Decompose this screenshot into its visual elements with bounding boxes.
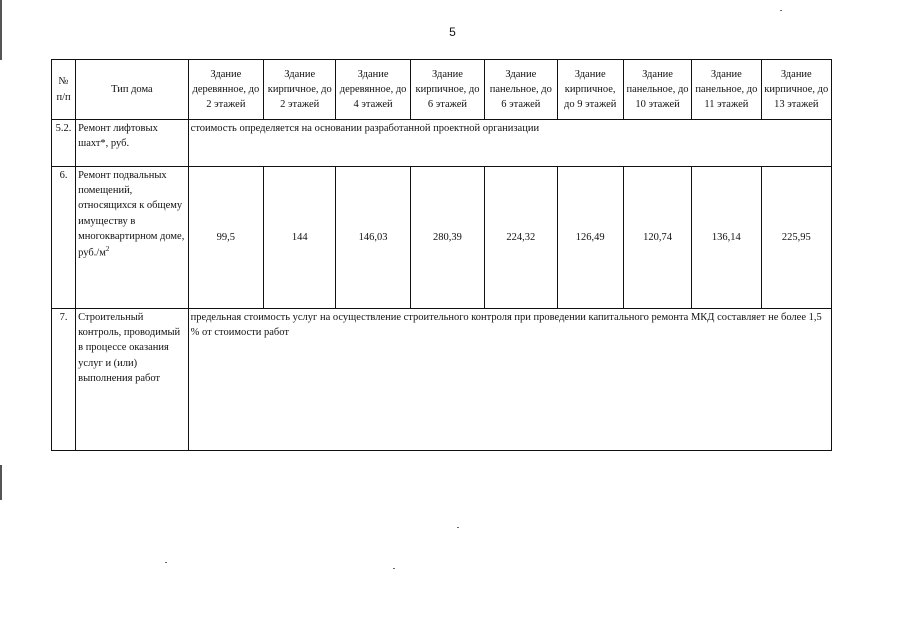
table-row <box>52 120 832 167</box>
header-cell: Здание панельное, до 11 этажей <box>692 60 761 120</box>
price-value: 99,5 <box>188 167 263 309</box>
scan-edge-mark <box>0 465 2 500</box>
row-note: предельная стоимость услуг на осуществление строительного контроля при проведении капитального ремонта МКД составляет не более 1,5 % от стоимости работ <box>188 309 831 451</box>
row-type <box>76 167 189 309</box>
header-cell: Здание панельное, до 10 этажей <box>623 60 691 120</box>
price-value: 144 <box>264 167 336 309</box>
header-cell: Здание деревянное, до 4 этажей <box>336 60 410 120</box>
row-type: Строительный контроль, проводимый в процессе оказания услуг и (или) выполнения работ <box>76 309 189 451</box>
row-type-text: Ремонт подвальных помещений, относящихся к общему имуществу в многоквартирном доме, руб./м <box>78 170 185 259</box>
row-note: стоимость определяется на основании разработанной проектной организации <box>188 120 831 167</box>
table-header-row <box>52 60 832 120</box>
price-value: 146,03 <box>336 167 410 309</box>
header-cell: № п/п <box>52 60 76 120</box>
header-cell: Здание панельное, до 6 этажей <box>485 60 557 120</box>
unit-superscript: 2 <box>105 245 110 254</box>
page-number: 5 <box>449 25 456 39</box>
price-value: 224,32 <box>485 167 557 309</box>
scan-speck <box>393 568 395 569</box>
price-table <box>51 59 832 451</box>
price-value: 120,74 <box>623 167 691 309</box>
header-cell: Здание кирпичное, до 6 этажей <box>410 60 484 120</box>
scan-speck <box>457 527 459 528</box>
price-value: 126,49 <box>557 167 623 309</box>
scan-speck <box>165 562 167 563</box>
header-cell: Здание деревянное, до 2 этажей <box>188 60 263 120</box>
price-value: 225,95 <box>761 167 831 309</box>
table-row <box>52 309 832 451</box>
row-number: 5.2. <box>52 120 76 167</box>
price-value: 136,14 <box>692 167 761 309</box>
header-cell: Здание кирпичное, до 2 этажей <box>264 60 336 120</box>
header-cell: Здание кирпичное, до 9 этажей <box>557 60 623 120</box>
price-value: 280,39 <box>410 167 484 309</box>
header-cell: Тип дома <box>76 60 189 120</box>
row-type: Ремонт лифтовых шахт*, руб. <box>76 120 189 167</box>
row-number: 6. <box>52 167 76 309</box>
table-row <box>52 167 832 309</box>
header-cell: Здание кирпичное, до 13 этажей <box>761 60 831 120</box>
row-number: 7. <box>52 309 76 451</box>
scan-speck <box>780 10 782 11</box>
